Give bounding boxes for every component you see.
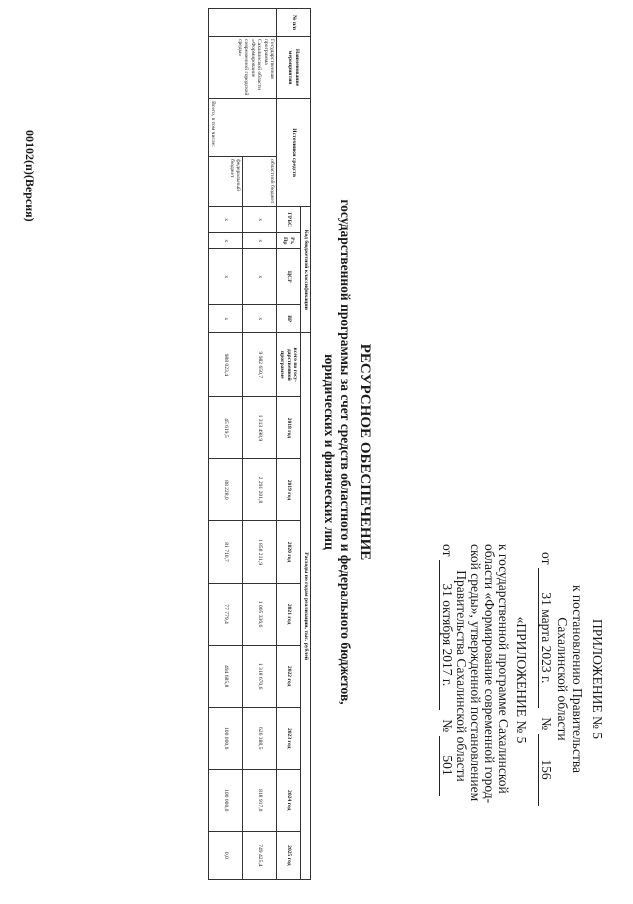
appendix-old-date-row <box>439 544 455 796</box>
header-year: 2022 год <box>277 645 301 707</box>
header-rz-pr: Рз, Пр <box>277 233 301 249</box>
header-year: 2018 год <box>277 397 301 459</box>
header-num: № п/п <box>277 9 311 37</box>
appendix-new-title: ПРИЛОЖЕНИЕ № 5 <box>590 618 605 740</box>
year-value-cell: 494 685,8 <box>209 645 243 707</box>
source-cell: областной бюджет <box>243 157 277 207</box>
program-name-cell: Государственная программа Сахалинской области «Формирование современной городской среды» <box>209 37 277 99</box>
year-value-cell: 0,0 <box>209 831 243 879</box>
appendix-new-date-row <box>538 552 554 806</box>
appendix-old-line1: к государственной программе Сахалинской <box>496 544 511 794</box>
year-value-cell: 749 425,4 <box>243 831 277 879</box>
total-cell: 988 023,4 <box>209 333 243 397</box>
header-year: 2024 год <box>277 769 301 831</box>
header-sources: Источники средств <box>277 99 311 207</box>
header-budget-code: Код бюджетной классификации <box>301 207 311 333</box>
source-cell: федеральный бюджет <box>209 157 243 207</box>
year-value-cell: 81 710,7 <box>209 521 243 583</box>
rz-pr-cell: x <box>209 233 243 249</box>
grbs-cell: x <box>209 207 243 233</box>
year-value-cell: 1 005 336,6 <box>243 583 277 645</box>
header-name: Наименование мероприятия <box>277 37 311 99</box>
year-value-cell: 100 000,0 <box>209 707 243 769</box>
header-year: 2020 год <box>277 521 301 583</box>
total-cell: 9 982 650,7 <box>243 333 277 397</box>
year-value-cell: 77 779,4 <box>209 583 243 645</box>
doc-subtitle-line1: государственной программы за счет средств областного и федерального бюджетов, <box>338 199 353 705</box>
table-row <box>243 9 277 880</box>
header-year: 2021 год <box>277 583 301 645</box>
appendix-new-date: 31 марта 2023 г. <box>538 568 554 708</box>
from-label: от <box>539 552 554 565</box>
number-label: № <box>539 717 554 731</box>
year-value-cell: 100 000,0 <box>209 769 243 831</box>
header-expenses: Расходы по годам реализации, тыс. рублей <box>301 333 311 880</box>
appendix-new-line2: Сахалинской области <box>555 617 570 741</box>
grbs-cell: x <box>243 207 277 233</box>
appendix-new-number: 156 <box>538 734 554 806</box>
version-footer: 00102(п)(Версия) <box>23 130 37 222</box>
header-year: 2023 год <box>277 707 301 769</box>
rz-pr-cell: x <box>243 233 277 249</box>
year-value-cell: 1 313 498,9 <box>243 397 277 459</box>
header-total: всего по госу-дарственной программе <box>277 333 301 397</box>
total-label-cell: Всего, в том числе: <box>209 99 277 157</box>
tsr-cell: x <box>209 249 243 305</box>
appendix-new-line1: к постановлению Правительства <box>570 584 585 774</box>
header-grbs: ГРБС <box>277 207 301 233</box>
year-value-cell: 1 318 670,6 <box>243 645 277 707</box>
header-tsr: ЦСР <box>277 249 301 305</box>
appendix-old-line4: Правительства Сахалинской области <box>454 570 469 782</box>
tsr-cell: x <box>243 249 277 305</box>
year-value-cell: 818 917,0 <box>243 769 277 831</box>
doc-title: РЕСУРСНОЕ ОБЕСПЕЧЕНИЕ <box>357 343 373 561</box>
appendix-old-title: «ПРИЛОЖЕНИЕ № 5 <box>514 616 529 744</box>
year-value-cell: 1 858 211,9 <box>243 521 277 583</box>
year-value-cell: 45 619,5 <box>209 397 243 459</box>
vr-cell: x <box>209 305 243 333</box>
header-year: 2019 год <box>277 459 301 521</box>
number-label: № <box>440 719 455 733</box>
appendix-old-number: 501 <box>439 736 455 796</box>
appendix-old-line2: области «Формирование современной город- <box>482 544 497 804</box>
appendix-old-date: 31 октября 2017 г. <box>439 560 455 710</box>
year-value-cell: 88 228,0 <box>209 459 243 521</box>
year-value-cell: 2 291 201,8 <box>243 459 277 521</box>
from-label: от <box>440 544 455 557</box>
doc-subtitle-line2: юридических и физических лиц <box>322 354 337 550</box>
resource-table <box>208 8 311 880</box>
vr-cell: x <box>243 305 277 333</box>
year-value-cell: 626 388,5 <box>243 707 277 769</box>
appendix-old-line3: ской среды», утвержденной постановлением <box>468 544 483 802</box>
header-vr: ВР <box>277 305 301 333</box>
row-num-cell <box>209 9 277 37</box>
header-year: 2025 год <box>277 831 301 879</box>
